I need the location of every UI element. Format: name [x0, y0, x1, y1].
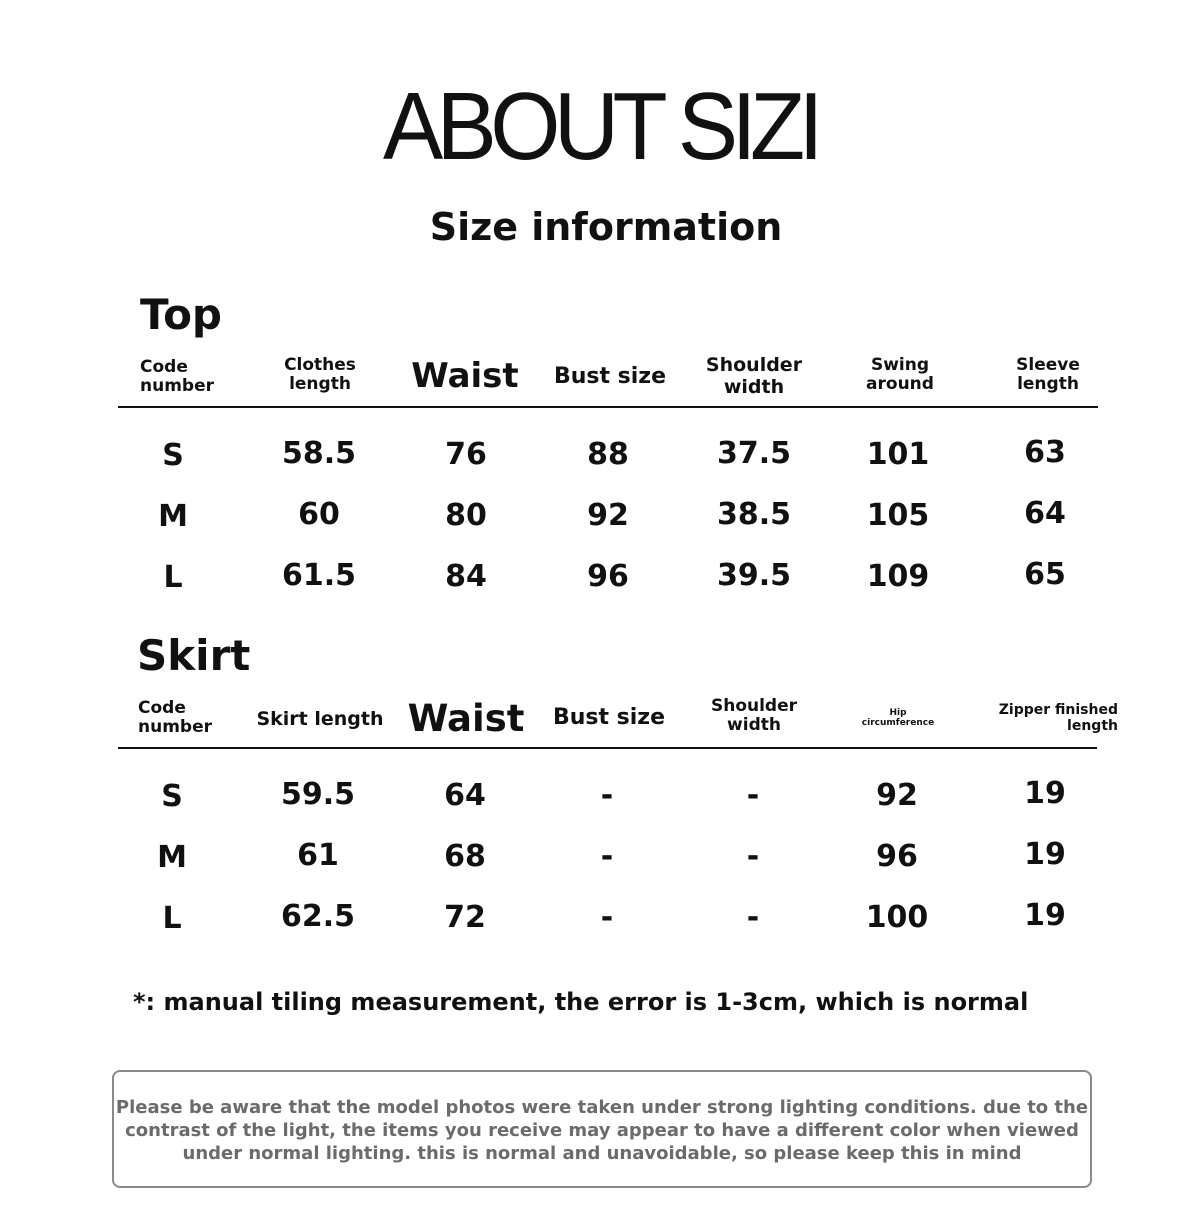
top-cell-swing-around: 105: [866, 498, 930, 533]
top-cell-clothes-length: 60: [298, 497, 340, 532]
skirt-header-code-number: Code number: [138, 698, 213, 737]
skirt-cell-waist: 72: [444, 900, 486, 935]
skirt-header-bust-size: Bust size: [552, 705, 666, 730]
top-cell-swing-around: 101: [866, 437, 930, 472]
top-cell-clothes-length: 58.5: [281, 436, 357, 471]
top-header-sleeve-length: Sleeve length: [1016, 355, 1080, 394]
top-cell-shoulder-width: 39.5: [716, 558, 792, 593]
skirt-cell-zipper-length: 19: [1024, 776, 1066, 811]
top-cell-shoulder-width: 38.5: [716, 497, 792, 532]
skirt-cell-waist: 68: [444, 839, 486, 874]
page-subtitle: Size information: [429, 205, 783, 249]
skirt-cell-size: M: [157, 840, 187, 875]
skirt-cell-skirt-length: 59.5: [280, 777, 356, 812]
skirt-header-zipper-length: Zipper finished length: [998, 702, 1118, 734]
top-header-rule: [118, 406, 1098, 408]
skirt-header-hip-circumference: Hip circumference: [861, 708, 935, 728]
top-header-code-number: Code number: [140, 357, 215, 396]
top-cell-waist: 84: [445, 559, 487, 594]
top-header-shoulder-width: Shoulder width: [705, 354, 803, 398]
skirt-cell-size: S: [161, 779, 183, 814]
skirt-cell-hip-circumference: 100: [865, 900, 929, 935]
top-cell-waist: 76: [445, 437, 487, 472]
top-cell-sleeve-length: 64: [1024, 496, 1066, 531]
skirt-cell-hip-circumference: 92: [876, 778, 918, 813]
measurement-footnote: *: manual tiling measurement, the error is 1-3cm, which is normal: [133, 988, 1029, 1016]
top-cell-size: S: [162, 438, 184, 473]
top-cell-bust-size: 96: [587, 559, 629, 594]
skirt-cell-shoulder-width: -: [746, 900, 760, 935]
top-header-swing-around: Swing around: [866, 355, 934, 394]
top-cell-swing-around: 109: [866, 559, 930, 594]
skirt-cell-skirt-length: 61: [297, 838, 339, 873]
skirt-cell-waist: 64: [444, 778, 486, 813]
top-section-title: Top: [140, 290, 222, 339]
lighting-notice-text: Please be aware that the model photos were taken under strong lighting conditions. due to the contrast of the light, the items you receive may appear to have a different color when viewed under normal lighting. this is normal and unavoidable, so please keep this in mind: [115, 1097, 1089, 1164]
top-cell-waist: 80: [445, 498, 487, 533]
skirt-header-waist: Waist: [407, 697, 525, 740]
skirt-header-skirt-length: Skirt length: [256, 708, 384, 730]
skirt-cell-bust-size: -: [600, 778, 614, 813]
top-cell-size: M: [158, 499, 188, 534]
skirt-cell-zipper-length: 19: [1024, 837, 1066, 872]
top-cell-shoulder-width: 37.5: [716, 436, 792, 471]
lighting-notice-box: [112, 1070, 1092, 1188]
skirt-header-shoulder-width: Shoulder width: [710, 696, 798, 735]
skirt-section-title: Skirt: [137, 631, 251, 680]
top-cell-sleeve-length: 65: [1024, 557, 1066, 592]
top-cell-bust-size: 88: [587, 437, 629, 472]
top-cell-size: L: [163, 560, 183, 595]
skirt-header-rule: [118, 747, 1097, 749]
brand-title: ABOUT SIZI: [383, 73, 817, 180]
skirt-cell-shoulder-width: -: [746, 778, 760, 813]
skirt-cell-bust-size: -: [600, 839, 614, 874]
skirt-cell-bust-size: -: [600, 900, 614, 935]
top-header-clothes-length: Clothes length: [284, 355, 356, 394]
skirt-cell-hip-circumference: 96: [876, 839, 918, 874]
skirt-cell-skirt-length: 62.5: [280, 899, 356, 934]
top-header-bust-size: Bust size: [553, 364, 667, 389]
top-header-waist: Waist: [411, 356, 519, 396]
top-cell-bust-size: 92: [587, 498, 629, 533]
skirt-cell-shoulder-width: -: [746, 839, 760, 874]
skirt-cell-size: L: [162, 901, 182, 936]
top-cell-sleeve-length: 63: [1024, 435, 1066, 470]
top-cell-clothes-length: 61.5: [281, 558, 357, 593]
skirt-cell-zipper-length: 19: [1024, 898, 1066, 933]
